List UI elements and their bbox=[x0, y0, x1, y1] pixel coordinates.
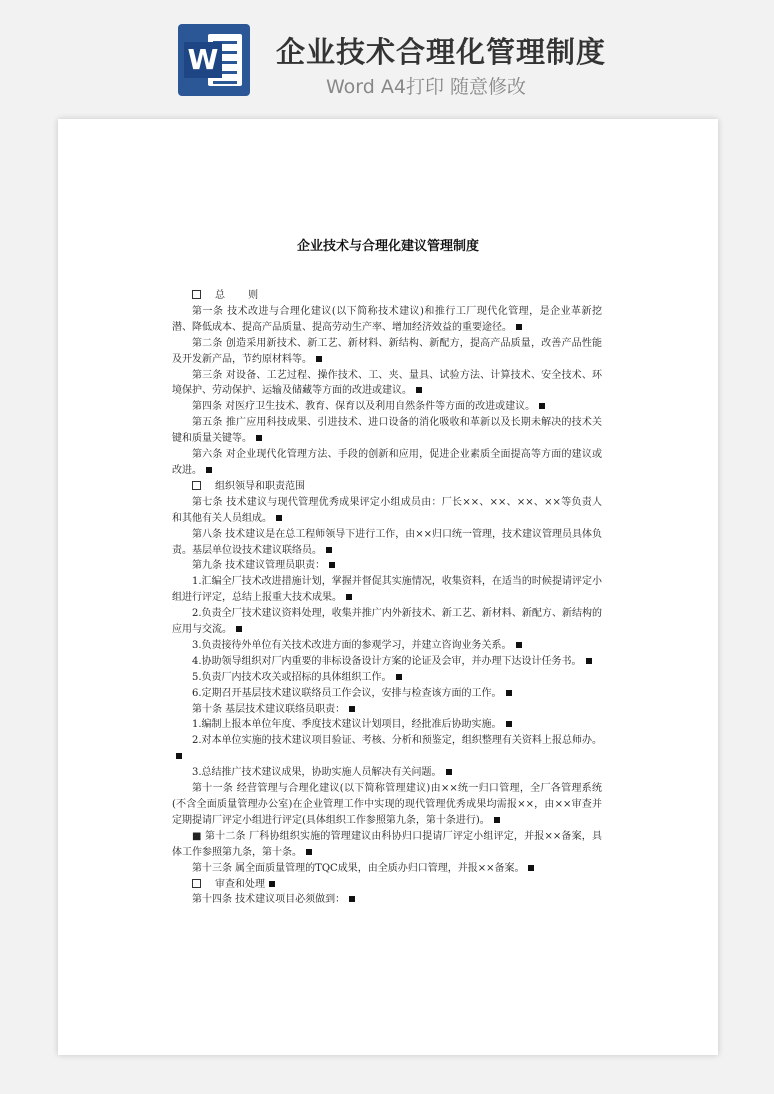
body-paragraph bbox=[172, 686, 602, 702]
paragraph-mark-icon bbox=[539, 403, 545, 409]
page-subtitle: Word A4打印 随意修改 bbox=[326, 76, 527, 98]
checkbox-square-icon bbox=[192, 879, 201, 888]
paragraph-mark-icon bbox=[316, 356, 322, 362]
word-icon-letter: W bbox=[184, 42, 222, 78]
body-paragraph bbox=[172, 399, 602, 415]
paragraph-mark-icon bbox=[269, 881, 275, 887]
paragraph-mark-icon bbox=[416, 387, 422, 393]
paragraph-text: 第七条 技术建议与现代管理优秀成果评定小组成员由：厂长××、××、××、××等负责人和其他有关人员组成。 bbox=[172, 496, 602, 524]
paragraph-mark-icon bbox=[256, 435, 262, 441]
paragraph-text: 2.对本单位实施的技术建议项目验证、考核、分析和预鉴定，组织整理有关资料上报总师办。 bbox=[192, 735, 602, 747]
word-document-icon bbox=[178, 24, 250, 96]
page-title: 企业技术合理化管理制度 bbox=[276, 35, 607, 69]
body-paragraph bbox=[172, 606, 602, 638]
section-heading bbox=[172, 479, 602, 495]
body-paragraph bbox=[172, 336, 602, 368]
paragraph-text: 4.协助领导组织对厂内重要的非标设备设计方案的论证及会审，并办理下达设计任务书。 bbox=[192, 655, 582, 667]
paragraph-text: 1.汇编全厂技术改进措施计划，掌握并督促其实施情况，收集资料，在适当的时候提请评定小组进行评定，总结上报重大技术成果。 bbox=[172, 576, 602, 604]
paragraph-text: 3.总结推广技术建议成果，协助实施人员解决有关问题。 bbox=[192, 767, 442, 779]
paragraph-text: 第二条 创造采用新技术、新工艺、新材料、新结构、新配方，提高产品质量，改善产品性能及开发新产品，节约原材料等。 bbox=[172, 337, 602, 365]
body-paragraph bbox=[172, 415, 602, 447]
paragraph-mark-icon bbox=[516, 642, 522, 648]
paragraph-mark-icon bbox=[236, 626, 242, 632]
paragraph-text: 第六条 对企业现代化管理方法、手段的创新和应用，促进企业素质全面提高等方面的建议或改进。 bbox=[172, 449, 602, 476]
section-heading-text: 总 则 bbox=[215, 290, 269, 301]
paragraph-text: 2.负责全厂技术建议资料处理，收集并推广内外新技术、新工艺、新材料、新配方、新结构的应用与交流。 bbox=[172, 608, 602, 636]
paragraph-text: 第十一条 经营管理与合理化建议(以下简称管理建议)由××统一归口管理，全厂各管理系统(不含全面质量管理办公室)在企业管理工作中实现的现代管理优秀成果均需报××，由××审查并定期提请厂评定小组进行评定(具体组织工作参照第九条，第十条进行)。 bbox=[172, 783, 602, 826]
paragraph-text: 第十三条 属全面质量管理的TQC成果，由全质办归口管理，并报××备案。 bbox=[192, 862, 525, 874]
document-body bbox=[172, 288, 602, 908]
paragraph-mark-icon bbox=[396, 674, 402, 680]
checkbox-square-icon bbox=[192, 290, 201, 299]
paragraph-mark-icon bbox=[586, 658, 592, 664]
body-paragraph bbox=[172, 304, 602, 336]
paragraph-text: 第四条 对医疗卫生技术、教育、保育以及利用自然条件等方面的改进或建议。 bbox=[192, 401, 536, 413]
paragraph-mark-icon bbox=[516, 324, 522, 330]
body-paragraph bbox=[172, 638, 602, 654]
body-paragraph bbox=[172, 861, 602, 877]
document-title: 企业技术与合理化建议管理制度 bbox=[296, 239, 479, 254]
paragraph-text: 第五条 推广应用科技成果、引进技术、进口设备的消化吸收和革新以及长期未解决的技术关键和质量关键等。 bbox=[172, 417, 602, 445]
paragraph-mark-icon bbox=[306, 849, 312, 855]
body-paragraph bbox=[172, 892, 602, 908]
paragraph-mark-icon bbox=[349, 896, 355, 902]
paragraph-text: 第三条 对设备、工艺过程、操作技术、工、夹、量具、试验方法、计算技术、安全技术、环境保护、劳动保护、运输及储藏等方面的改进或建议。 bbox=[172, 369, 602, 397]
paragraph-mark-icon bbox=[494, 817, 500, 823]
body-paragraph bbox=[172, 829, 602, 861]
paragraph-text: ■ 第十二条 厂科协组织实施的管理建议由科协归口提请厂评定小组评定，并报××备案，具体工作参照第九条，第十条。 bbox=[172, 830, 602, 858]
paragraph-mark-icon bbox=[326, 547, 332, 553]
section-heading-text: 组织领导和职责范围 bbox=[215, 480, 305, 492]
body-paragraph bbox=[172, 654, 602, 670]
paragraph-text: 第十四条 技术建议项目必须做到： bbox=[192, 894, 346, 906]
paragraph-text: 6.定期召开基层技术建议联络员工作会议，安排与检查该方面的工作。 bbox=[192, 687, 502, 699]
paragraph-text: 3.负责接待外单位有关技术改进方面的参观学习，并建立咨询业务关系。 bbox=[192, 639, 512, 651]
body-paragraph bbox=[172, 781, 602, 829]
section-heading-text: 审查和处理 bbox=[215, 878, 265, 890]
paragraph-text: 第八条 技术建议是在总工程师领导下进行工作，由××归口统一管理，技术建议管理员具体负责。基层单位设技术建议联络员。 bbox=[172, 528, 602, 556]
paragraph-mark-icon bbox=[346, 594, 352, 600]
body-paragraph bbox=[172, 368, 602, 400]
paragraph-mark-icon bbox=[276, 515, 282, 521]
paragraph-mark-icon bbox=[506, 690, 512, 696]
section-heading bbox=[172, 288, 602, 304]
body-paragraph bbox=[172, 527, 602, 559]
body-paragraph bbox=[172, 574, 602, 606]
paragraph-mark-icon bbox=[176, 753, 182, 759]
body-paragraph bbox=[172, 495, 602, 527]
paragraph-mark-icon bbox=[206, 467, 212, 473]
checkbox-square-icon bbox=[192, 481, 201, 490]
body-paragraph bbox=[172, 447, 602, 479]
body-paragraph bbox=[172, 702, 602, 718]
paragraph-text: 第九条 技术建议管理员职责： bbox=[192, 560, 326, 572]
body-paragraph bbox=[172, 733, 602, 765]
body-paragraph bbox=[172, 558, 602, 574]
paragraph-mark-icon bbox=[506, 721, 512, 727]
paragraph-text: 第十条 基层技术建议联络员职责： bbox=[192, 703, 346, 715]
page-header bbox=[0, 0, 774, 110]
paragraph-text: 第一条 技术改进与合理化建议(以下简称技术建议)和推行工厂现代化管理，是企业革新挖潜、降低成本、提高产品质量、提高劳动生产率、增加经济效益的重要途径。 bbox=[172, 305, 602, 333]
section-heading bbox=[172, 877, 602, 893]
document-page bbox=[58, 119, 718, 1055]
paragraph-mark-icon bbox=[349, 706, 355, 712]
paragraph-mark-icon bbox=[329, 562, 335, 568]
paragraph-mark-icon bbox=[528, 865, 534, 871]
body-paragraph bbox=[172, 670, 602, 686]
paragraph-text: 5.负责厂内技术攻关或招标的具体组织工作。 bbox=[192, 671, 392, 683]
paragraph-mark-icon bbox=[446, 769, 452, 775]
paragraph-text: 1.编制上报本单位年度、季度技术建议计划项目，经批准后协助实施。 bbox=[192, 719, 502, 731]
body-paragraph bbox=[172, 717, 602, 733]
body-paragraph bbox=[172, 765, 602, 781]
